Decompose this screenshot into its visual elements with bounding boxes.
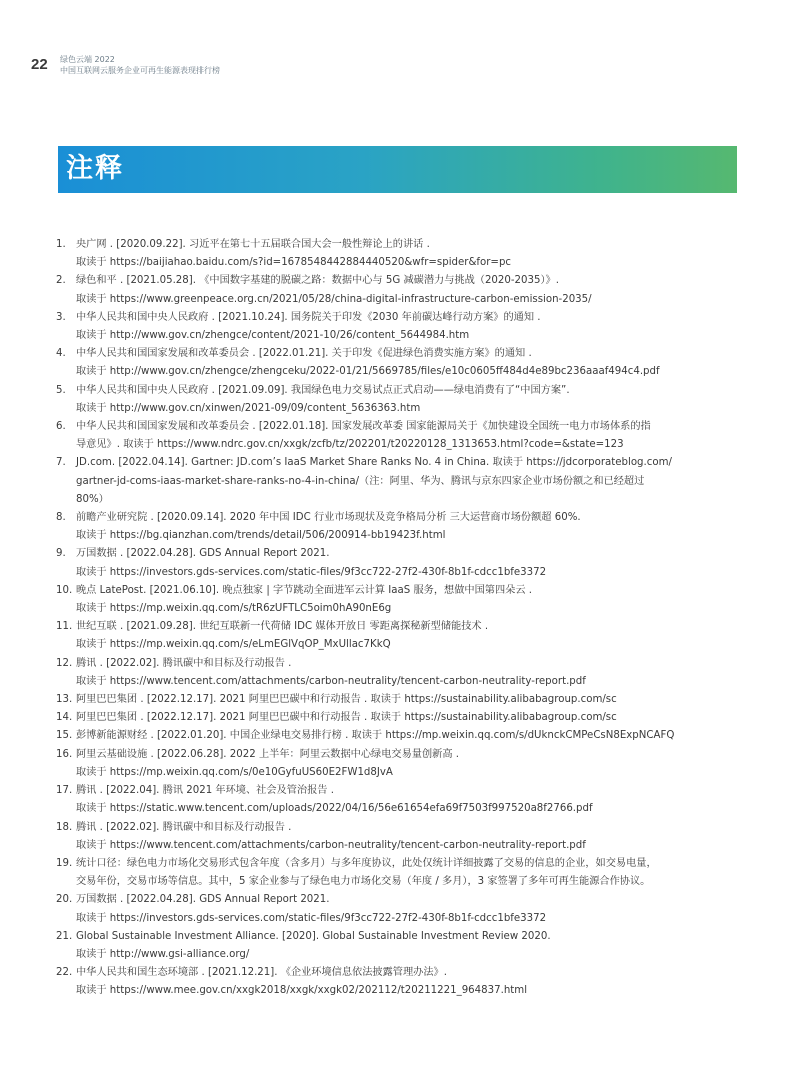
note-text-line: 腾讯 . [2022.04]. 腾讯 2021 年环境、社会及管治报告 . [76,785,334,797]
note-item [56,855,746,891]
note-text-line: 阿里巴巴集团 . [2022.12.17]. 2021 阿里巴巴碳中和行动报告 . 取读于 https://sustainability.alibabagroup.com/sc [76,712,617,724]
note-text-line: 导意见》. 取读于 https://www.ndrc.gov.cn/xxgk/zcfb/tz/202201/t20220128_1313653.html?code=&state=123 [76,439,624,451]
note-text-line: 中华人民共和国国家发展和改革委员会 . [2022.01.21]. 关于印发《促进绿色消费实施方案》的通知 . [76,348,532,360]
note-number: 11. [56,621,73,633]
note-text-line: 万国数据 . [2022.04.28]. GDS Annual Report 2021. [76,894,330,906]
note-number: 21. [56,930,73,942]
series-title: 绿色云端 2022 [60,55,115,64]
note-number: 1. [56,239,66,250]
note-text-line: 中华人民共和国国家发展和改革委员会 . [2022.01.18]. 国家发展改革委 国家能源局关于《加快建设全国统一电力市场体系的指 [76,421,651,433]
note-text-line: 前瞻产业研究院 . [2020.09.14]. 2020 年中国 IDC 行业市场现状及竞争格局分析 三大运营商市场份额超 60%. [76,512,581,524]
note-text-line: 阿里巴巴集团 . [2022.12.17]. 2021 阿里巴巴碳中和行动报告 . 取读于 https://sustainability.alibabagroup.com/sc [76,694,617,706]
note-number: 16. [56,748,73,760]
note-text-line: Global Sustainable Investment Alliance. [2020]. Global Sustainable Investment Review 2020. [76,930,551,942]
note-item [56,655,746,691]
note-text-line: 中华人民共和国中央人民政府 . [2021.09.09]. 我国绿色电力交易试点正式启动——绿电消费有了“中国方案”. [76,384,570,396]
note-text-line: 取读于 https://investors.gds-services.com/static-files/9f3cc722-27f2-430f-8b1f-cdcc1bfe3372 [76,566,547,578]
note-item [56,272,746,308]
note-number: 4. [56,348,66,360]
note-number: 2. [56,275,66,287]
note-number: 5. [56,384,66,396]
note-item [56,891,746,927]
note-text-line: 80%） [76,493,109,505]
note-text-line: 取读于 https://static.www.tencent.com/uploads/2022/04/16/56e61654efa69f7503f997520a8f2766.pdf [76,803,593,815]
note-number: 20. [56,894,73,906]
notes-list [56,236,746,1001]
note-text-line: 取读于 https://baijiahao.baidu.com/s?id=1678548442884440520&wfr=spider&for=pc [76,257,512,269]
note-text-line: 取读于 https://mp.weixin.qq.com/s/tR6zUFTLC5oim0hA90nE6g [76,603,392,615]
note-text-line: 世纪互联 . [2021.09.28]. 世纪互联新一代荷储 IDC 媒体开放日 零距离探秘新型储能技术 . [76,621,489,633]
note-item [56,819,746,855]
note-item [56,345,746,381]
note-item [56,509,746,545]
note-item [56,964,746,1000]
note-item [56,309,746,345]
note-item [56,746,746,782]
note-item [56,582,746,618]
note-text-line: 腾讯 . [2022.02]. 腾讯碳中和目标及行动报告 . [76,821,292,833]
note-item [56,727,746,745]
note-text-line: 交易年份，交易市场等信息。其中，5 家企业参与了绿色电力市场化交易（年度 / 多月），3 家签署了多年可再生能源合作协议。 [76,876,651,888]
note-text-line: 取读于 https://www.mee.gov.cn/xxgk2018/xxgk/xxgk02/202112/t20211221_964837.html [76,985,528,997]
section-banner [58,146,737,193]
note-number: 17. [56,785,73,797]
note-text-line: 取读于 https://mp.weixin.qq.com/s/eLmEGlVqOP_MxUllac7KkQ [76,639,391,651]
note-text-line: 彭博新能源财经 . [2022.01.20]. 中国企业绿电交易排行榜 . 取读于 https://mp.weixin.qq.com/s/dUknckCMPeCsN8ExpNCAFQ [76,730,675,742]
note-number: 12. [56,657,73,669]
note-text-line: 腾讯 . [2022.02]. 腾讯碳中和目标及行动报告 . [76,657,292,669]
note-number: 6. [56,421,66,433]
note-text-line: 央广网 . [2020.09.22]. 习近平在第七十五届联合国大会一般性辩论上的讲话 . [76,239,430,250]
note-text-line: 晚点 LatePost. [2021.06.10]. 晚点独家 | 字节跳动全面进军云计算 IaaS 服务，想做中国第四朵云 . [76,584,533,596]
section-title: 注释 [66,153,124,184]
note-number: 15. [56,730,73,742]
note-number: 19. [56,857,73,869]
note-item [56,782,746,818]
note-text-line: 取读于 http://www.gov.cn/zhengce/zhengceku/2022-01/21/5669785/files/e10c0605ff484d4e89bc236aaaf494c4.pdf [76,366,660,378]
note-number: 3. [56,311,66,323]
note-text-line: 绿色和平 . [2021.05.28]. 《中国数字基建的脱碳之路：数据中心与 5G 减碳潜力与挑战（2020-2035）》. [76,275,559,287]
note-text-line: 统计口径：绿色电力市场化交易形式包含年度（含多月）与多年度协议，此处仅统计详细披露了交易的信息的企业，如交易电量， [76,857,657,869]
page-number: 22 [31,56,48,73]
note-text-line: 取读于 https://www.greenpeace.org.cn/2021/05/28/china-digital-infrastructure-carbon-emission-2035/ [76,293,592,305]
note-text-line: gartner-jd-coms-iaas-market-share-ranks-no-4-in-china/（注：阿里、华为、腾讯与京东四家企业市场份额之和已经超过 [76,475,645,487]
note-item [56,545,746,581]
note-text-line: 取读于 https://bg.qianzhan.com/trends/detail/506/200914-bb19423f.html [76,530,446,542]
note-text-line: 取读于 https://investors.gds-services.com/static-files/9f3cc722-27f2-430f-8b1f-cdcc1bfe3372 [76,912,547,924]
note-number: 18. [56,821,73,833]
note-text-line: 中华人民共和国生态环境部 . [2021.12.21]. 《企业环境信息依法披露管理办法》. [76,967,447,979]
header-titles [60,54,380,76]
note-number: 13. [56,694,73,706]
note-text-line: 取读于 http://www.gov.cn/zhengce/content/2021-10/26/content_5644984.htm [76,330,470,342]
note-number: 22. [56,967,73,979]
note-item [56,382,746,418]
note-item [56,618,746,654]
note-item [56,236,746,272]
note-number: 7. [56,457,66,469]
note-text-line: 取读于 http://www.gsi-alliance.org/ [76,948,250,960]
note-item [56,418,746,454]
note-number: 8. [56,512,66,524]
note-item [56,691,746,709]
note-text-line: 中华人民共和国中央人民政府 . [2021.10.24]. 国务院关于印发《2030 年前碳达峰行动方案》的通知 . [76,311,541,323]
note-text-line: JD.com. [2022.04.14]. Gartner: JD.com’s IaaS Market Share Ranks No. 4 in China. 取读于 https://jdcorporateblog.com/ [76,457,672,469]
note-item [56,928,746,964]
note-text-line: 取读于 http://www.gov.cn/xinwen/2021-09/09/content_5636363.htm [76,402,421,414]
note-item [56,709,746,727]
note-text-line: 阿里云基础设施 . [2022.06.28]. 2022 上半年：阿里云数据中心绿电交易量创新高 . [76,748,459,760]
note-text-line: 取读于 https://mp.weixin.qq.com/s/0e10GyfuUS60E2FW1d8JvA [76,766,393,778]
note-number: 10. [56,584,73,596]
report-title: 中国互联网云服务企业可再生能源表现排行榜 [60,66,220,75]
note-text-line: 万国数据 . [2022.04.28]. GDS Annual Report 2021. [76,548,330,560]
note-number: 14. [56,712,73,724]
note-number: 9. [56,548,66,560]
note-text-line: 取读于 https://www.tencent.com/attachments/carbon-neutrality/tencent-carbon-neutrality-report.pdf [76,839,586,851]
note-item [56,454,746,509]
note-text-line: 取读于 https://www.tencent.com/attachments/carbon-neutrality/tencent-carbon-neutrality-report.pdf [76,675,586,687]
